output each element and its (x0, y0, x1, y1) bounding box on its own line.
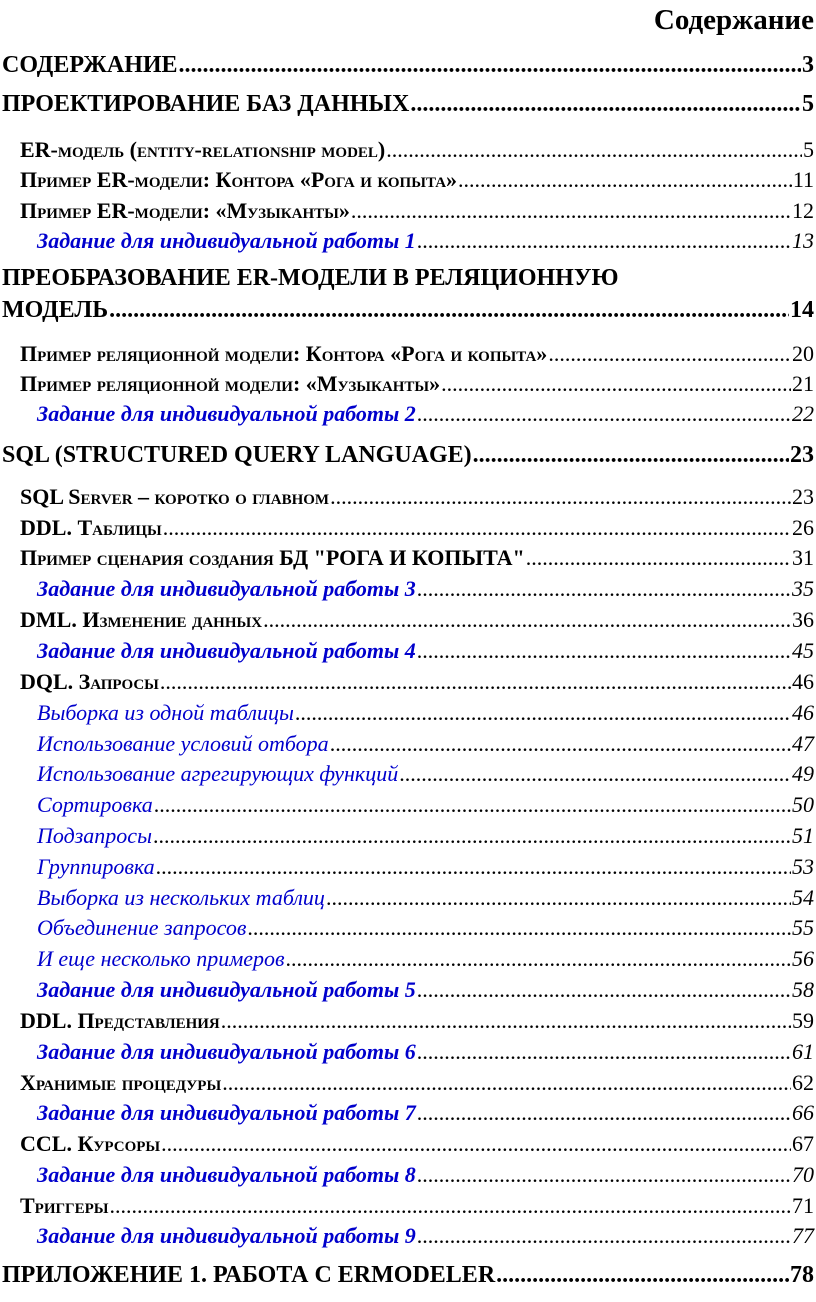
toc-entry-label: Подзапросы (37, 823, 152, 848)
toc-entry-label: СОДЕРЖАНИЕ (2, 52, 178, 78)
toc-entry-page: 45 (792, 638, 814, 663)
toc-entry-label: Хранимые процедуры (20, 1070, 222, 1095)
toc-entry-label: Выборка из нескольких таблиц (37, 885, 325, 910)
toc-task-entry[interactable] (37, 1223, 814, 1249)
toc-entry-page: 67 (792, 1131, 814, 1156)
toc-entry-page: 55 (792, 915, 814, 940)
leader-dots (160, 669, 791, 695)
leader-dots (286, 946, 791, 972)
leader-dots (417, 576, 791, 602)
toc-entry-label: Задание для индивидуальной работы 7 (37, 1100, 416, 1125)
toc-entry-page: 11 (792, 167, 814, 192)
toc-entry-page: 23 (792, 484, 814, 509)
page-title: Содержание (653, 4, 814, 36)
toc-entry-label: Задание для индивидуальной работы 5 (37, 977, 416, 1002)
toc-entry-label: ER-модель (entity-relationship model) (20, 137, 386, 162)
toc-entry-label: Пример реляционной модели: Контора «Рога и копыта» (20, 341, 548, 366)
toc-entry-page: 51 (792, 823, 814, 848)
toc-task-entry[interactable] (37, 576, 814, 602)
leader-dots (247, 915, 791, 941)
toc-entry-label: Задание для индивидуальной работы 8 (37, 1162, 416, 1187)
toc-entry-label: Триггеры (20, 1193, 109, 1218)
toc-entry-label: Задание для индивидуальной работы 9 (37, 1223, 416, 1248)
toc-entry[interactable] (20, 371, 814, 397)
toc-entry-label: Задание для индивидуальной работы 6 (37, 1039, 416, 1064)
leader-dots (417, 977, 791, 1003)
toc-entry-label: И еще несколько примеров (37, 946, 285, 971)
leader-dots (156, 854, 791, 880)
leader-dots (263, 607, 791, 633)
toc-entry[interactable] (20, 607, 814, 633)
toc-entry-label: Задание для индивидуальной работы 2 (37, 401, 416, 426)
toc-entry-label: SQL (STRUCTURED QUERY LANGUAGE) (2, 442, 472, 468)
leader-dots (221, 1008, 791, 1034)
toc-task-entry[interactable] (37, 228, 814, 254)
toc-subentry[interactable] (37, 761, 814, 787)
leader-dots (526, 545, 791, 571)
leader-dots (153, 823, 791, 849)
toc-task-entry[interactable] (37, 1039, 814, 1065)
toc-entry-page: 5 (803, 137, 814, 162)
toc-entry-label: МОДЕЛЬ (2, 297, 109, 323)
toc-entry-page: 47 (792, 731, 814, 756)
toc-entry-label: DQL. Запросы (20, 669, 159, 694)
toc-entry-page: 61 (792, 1039, 814, 1064)
toc-entry[interactable] (20, 1193, 814, 1219)
toc-entry-page: 53 (792, 854, 814, 879)
toc-entry-page: 66 (792, 1100, 814, 1125)
leader-dots (417, 1223, 791, 1249)
toc-entry-page: 36 (792, 607, 814, 632)
toc-entry-label: Пример ER-модели: «Музыканты» (20, 198, 350, 223)
toc-subentry[interactable] (37, 731, 814, 757)
leader-dots (330, 484, 791, 510)
leader-dots (222, 1070, 791, 1096)
toc-entry-page: 46 (792, 700, 814, 725)
toc-entry-label: ПРОЕКТИРОВАНИЕ БАЗ ДАННЫХ (2, 91, 410, 117)
toc-entry-label: Задание для индивидуальной работы 1 (37, 228, 416, 253)
leader-dots (110, 1193, 792, 1219)
toc-entry[interactable] (20, 669, 814, 695)
leader-dots (295, 700, 791, 726)
leader-dots (154, 792, 791, 818)
toc-entry[interactable] (20, 484, 814, 510)
toc-entry-label: Пример ER-модели: Контора «Рога и копыта» (20, 167, 458, 192)
toc-entry[interactable] (2, 52, 814, 79)
leader-dots (417, 228, 791, 254)
toc-entry-label: SQL Server – коротко о главном (20, 484, 330, 509)
toc-subentry[interactable] (37, 946, 814, 972)
toc-task-entry[interactable] (37, 638, 814, 664)
toc-entry-page: 70 (792, 1162, 814, 1187)
toc-entry-page: 77 (792, 1223, 814, 1248)
toc-entry[interactable] (20, 198, 814, 224)
toc-entry-page: 62 (792, 1070, 814, 1095)
toc-entry-page: 26 (792, 515, 814, 540)
toc-task-entry[interactable] (37, 401, 814, 427)
toc-entry-page: 71 (792, 1193, 814, 1218)
toc-entry-label: Выборка из одной таблицы (37, 700, 294, 725)
leader-dots (330, 731, 791, 757)
toc-entry-page: 35 (792, 576, 814, 601)
toc-subentry[interactable] (37, 792, 814, 818)
toc-entry-label: Сортировка (37, 792, 153, 817)
leader-dots (410, 91, 801, 118)
toc-entry-page: 23 (790, 442, 814, 468)
leader-dots (351, 198, 791, 224)
toc-entry-label: ПРИЛОЖЕНИЕ 1. РАБОТА С ERMODELER (2, 1262, 496, 1288)
toc-task-entry[interactable] (37, 977, 814, 1003)
toc-entry-label: DDL. Представления (20, 1008, 220, 1033)
toc-entry-page: 3 (802, 52, 814, 78)
leader-dots (496, 1262, 789, 1289)
toc-entry-page: 78 (790, 1262, 814, 1288)
toc-entry[interactable] (2, 1262, 814, 1289)
leader-dots (386, 137, 802, 163)
toc-entry-page: 54 (792, 885, 814, 910)
leader-dots (417, 1100, 791, 1126)
leader-dots (326, 885, 791, 911)
toc-entry-page: 13 (792, 228, 814, 253)
toc-entry[interactable] (20, 137, 814, 163)
toc-entry-label: Пример реляционной модели: «Музыканты» (20, 371, 441, 396)
leader-dots (417, 1039, 791, 1065)
toc-entry-label: DDL. Таблицы (20, 515, 162, 540)
toc-entry-page: 49 (792, 761, 814, 786)
toc-subentry[interactable] (37, 915, 814, 941)
toc-subentry[interactable] (37, 823, 814, 849)
toc-entry-page: 20 (792, 341, 814, 366)
leader-dots (417, 401, 791, 427)
leader-dots (161, 1131, 791, 1157)
toc-entry-page: 5 (802, 91, 814, 117)
toc-entry[interactable] (20, 167, 814, 193)
toc-entry[interactable] (20, 341, 814, 367)
toc-entry-page: 59 (792, 1008, 814, 1033)
toc-subentry[interactable] (37, 700, 814, 726)
toc-entry-label: Использование условий отбора (37, 731, 329, 756)
toc-entry-heading-line[interactable]: ПРЕОБРАЗОВАНИЕ ER-МОДЕЛИ В РЕЛЯЦИОННУЮ (2, 265, 619, 291)
leader-dots (179, 52, 801, 79)
leader-dots (548, 341, 791, 367)
toc-entry[interactable] (2, 297, 814, 324)
toc-entry[interactable] (2, 91, 814, 118)
toc-entry-page: 21 (792, 371, 814, 396)
toc-entry-page: 58 (792, 977, 814, 1002)
leader-dots (399, 761, 791, 787)
toc-entry-label: Пример сценария создания БД "РОГА И КОПЫТА" (20, 545, 525, 570)
toc-entry-label: Группировка (37, 854, 155, 879)
toc-entry-page: 50 (792, 792, 814, 817)
toc-entry-label: DML. Изменение данных (20, 607, 263, 632)
toc-task-entry[interactable] (37, 1100, 814, 1126)
toc-entry-page: 46 (792, 669, 814, 694)
leader-dots (441, 371, 791, 397)
leader-dots (473, 442, 789, 469)
toc-subentry[interactable] (37, 885, 814, 911)
toc-entry-page: 12 (792, 198, 814, 223)
toc-entry-label: Задание для индивидуальной работы 3 (37, 576, 416, 601)
leader-dots (109, 297, 789, 324)
toc-entry-label: Задание для индивидуальной работы 4 (37, 638, 416, 663)
toc-entry[interactable] (2, 442, 814, 469)
toc-entry[interactable] (20, 1070, 814, 1096)
toc-entry-page: 56 (792, 946, 814, 971)
toc-task-entry[interactable] (37, 1162, 814, 1188)
toc-entry-page: 31 (792, 545, 814, 570)
leader-dots (163, 515, 791, 541)
toc-entry[interactable] (20, 1008, 814, 1034)
toc-entry-label: Объединение запросов (37, 915, 247, 940)
toc-subentry[interactable] (37, 854, 814, 880)
leader-dots (417, 638, 791, 664)
leader-dots (458, 167, 792, 193)
toc-entry-page: 22 (792, 401, 814, 426)
toc-entry-label: CCL. Курсоры (20, 1131, 161, 1156)
toc-entry-page: 14 (790, 297, 814, 323)
toc-entry-label: Использование агрегирующих функций (37, 761, 399, 786)
leader-dots (417, 1162, 791, 1188)
toc-entry[interactable] (20, 515, 814, 541)
toc-entry[interactable] (20, 1131, 814, 1157)
toc-entry[interactable] (20, 545, 814, 571)
